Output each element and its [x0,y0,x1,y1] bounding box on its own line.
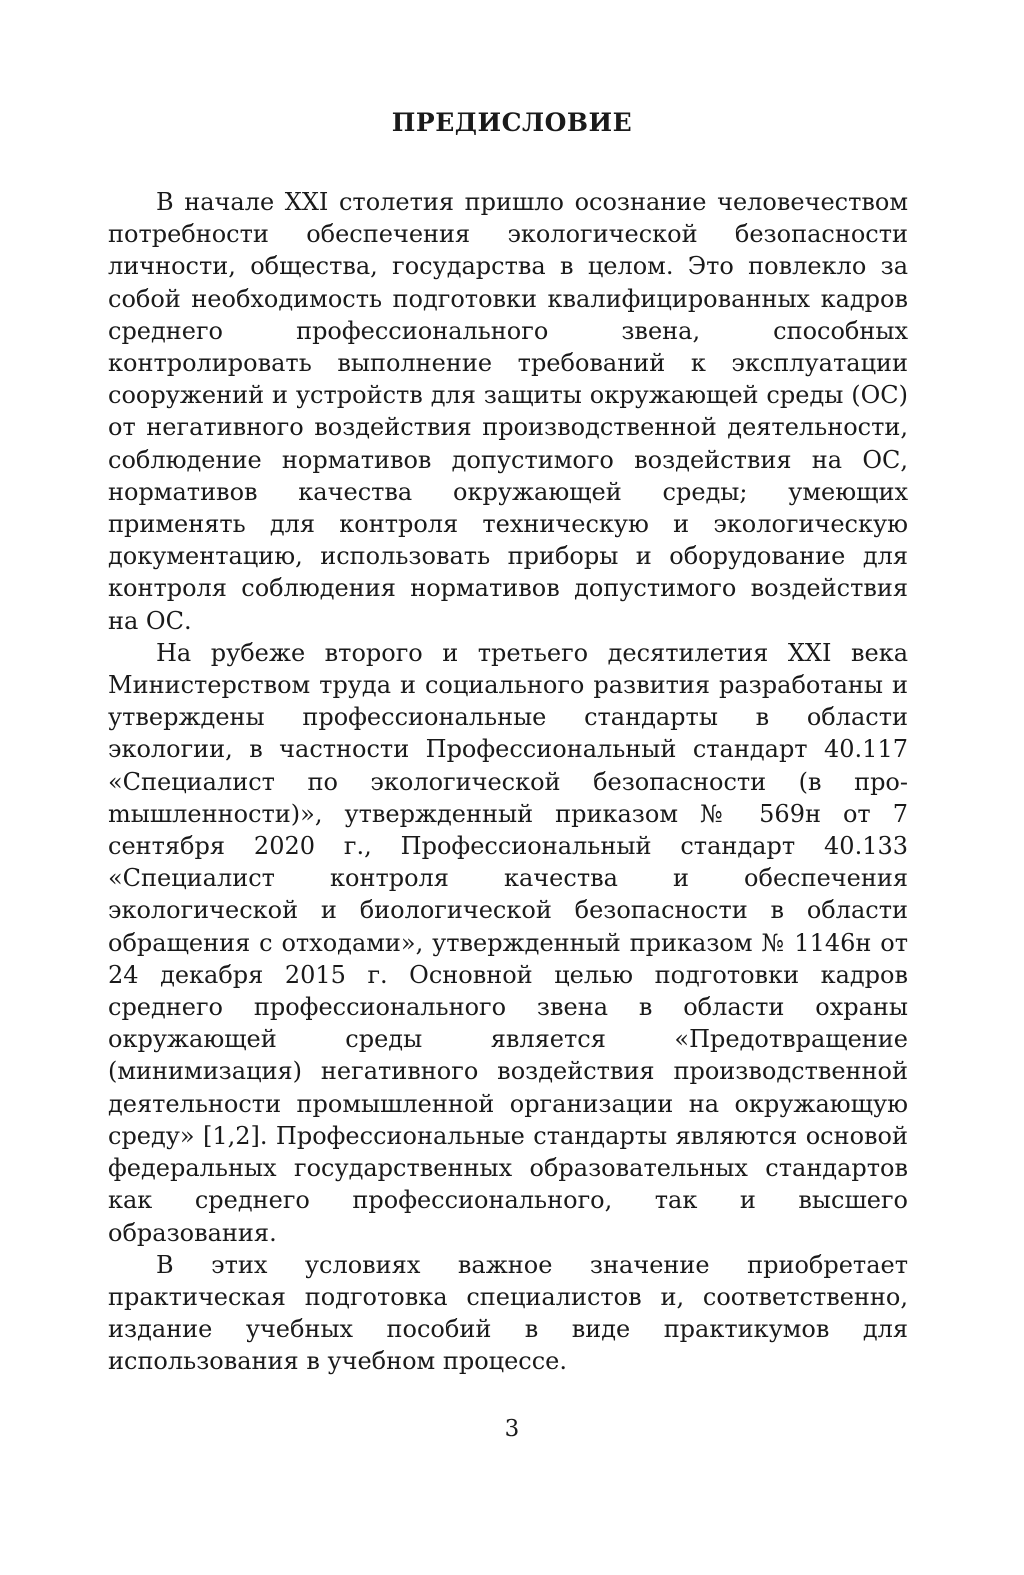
body-text [108,186,908,1378]
page-number: 3 [504,1416,520,1442]
paragraph-1: В начале XXI столетия пришло осознание человечеством потребности обеспечения экологической безопасности личности, общества, государства в целом. Это повлекло за собой необходимость подготовки квалифицированных кадров среднего профессионального звена, способных контролировать выполнение требований к эксплуатации сооружений и устройств для защиты окружающей среды (ОС) от негативного воздействия производственной деятельности, соблюдение нормативов допустимого воздействия на ОС, нормативов качества окружающей среды; умеющих применять для контроля техническую и экологическую документацию, использовать приборы и оборудование для контроля соблюдения нормативов допустимого воздействия на ОС. [108,188,908,635]
page-title: ПРЕДИСЛОВИЕ [391,108,633,137]
paragraph-3: В этих условиях важное значение приобретает практическая подготовка специалистов и, соответственно, издание учебных пособий в виде практикумов для использования в учебном процессе. [108,1250,908,1376]
paragraph-2: На рубеже второго и третьего десятилетия XXI века Министерством труда и социального развития разработаны и утверждены профессиональные стандарты в области экологии, в частности Профессиональный стандарт 40.117 «Специалист по экологической безопасности (в проmышленности)», утвержденный приказом № 569н от 7 сентября 2020 г., Профессиональный стандарт 40.133 «Специалист контроля качества и обеспечения экологической и биологической безопасности в области обращения с отходами», утвержденный приказом № 1146н от 24 декабря 2015 г. Основной целью подготовки кадров среднего профессионального звена в области охраны окружающей среды является «Предотвращение (минимизация) негативного воздействия производственной деятельности промышленной организации на окружающую среду» [1,2]. Профессиональные стандарты являются основой федеральных государственных образовательных стандартов как среднего профессионального, так и высшего образования. [108,638,908,1247]
